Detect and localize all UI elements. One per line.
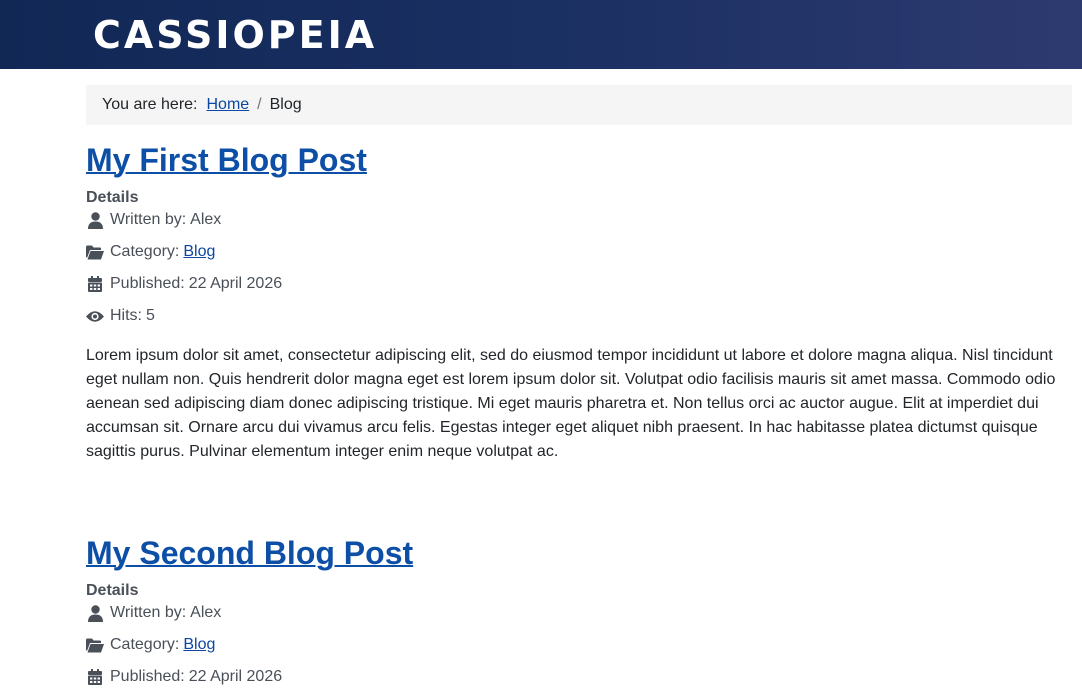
meta-author-value: Alex — [190, 211, 222, 228]
folder-open-icon — [86, 243, 104, 261]
post-meta — [86, 597, 1072, 693]
calendar-icon — [86, 668, 104, 686]
details-label: Details — [86, 582, 139, 599]
meta-author — [86, 597, 1072, 629]
blog-main — [86, 140, 1072, 693]
eye-icon — [86, 307, 104, 325]
meta-published-value: 22 April 2026 — [188, 668, 283, 685]
meta-published — [86, 661, 1072, 693]
folder-open-icon — [86, 636, 104, 654]
meta-author — [86, 204, 1072, 236]
meta-author-value: Alex — [190, 604, 222, 621]
user-icon — [86, 211, 104, 229]
meta-published-value: 22 April 2026 — [188, 275, 283, 292]
post-title-link[interactable]: My First Blog Post — [86, 142, 367, 178]
post-title — [86, 140, 1072, 180]
breadcrumb-home-link[interactable]: Home — [206, 96, 250, 113]
breadcrumb-prefix: You are here: — [102, 96, 198, 113]
details-label: Details — [86, 189, 139, 206]
calendar-icon — [86, 275, 104, 293]
meta-category-link[interactable]: Blog — [183, 636, 216, 653]
meta-category-label: Category: — [110, 243, 180, 260]
meta-author-label: Written by: — [110, 211, 187, 228]
meta-author-label: Written by: — [110, 604, 187, 621]
user-icon — [86, 604, 104, 622]
meta-category — [86, 629, 1072, 661]
site-brand-logo[interactable]: CASSIOPEIA — [93, 13, 378, 57]
meta-category-label: Category: — [110, 636, 180, 653]
meta-published-label: Published: — [110, 275, 185, 292]
breadcrumb-current: Blog — [269, 96, 302, 113]
site-header — [0, 0, 1082, 69]
breadcrumb — [86, 85, 1072, 125]
breadcrumb-separator: / — [257, 96, 262, 113]
blog-post-second — [86, 533, 1072, 693]
meta-category — [86, 236, 1072, 268]
meta-published-label: Published: — [110, 668, 185, 685]
meta-category-link[interactable]: Blog — [183, 243, 216, 260]
meta-hits-value: 5 — [146, 307, 155, 324]
blog-post-first — [86, 140, 1072, 464]
post-title-link[interactable]: My Second Blog Post — [86, 535, 414, 571]
meta-hits — [86, 300, 1072, 332]
post-body: Lorem ipsum dolor sit amet, consectetur adipiscing elit, sed do eiusmod tempor incididunt ut labore et dolore magna aliqua. Nisl tincidunt eget nullam non. Quis hendrerit dolor magna eget est lorem ipsum dolor sit. Volutpat odio facilisis mauris sit amet massa. Commodo odio aenean sed adipiscing diam donec adipiscing tristique. Mi eget mauris pharetra et. Non tellus orci ac auctor augue. Elit at imperdiet dui accumsan sit. Ornare arcu dui vivamus arcu felis. Egestas integer eget aliquet nibh praesent. In hac habitasse platea dictumst quisque sagittis purus. Pulvinar elementum integer enim neque volutpat ac. — [86, 347, 1056, 460]
meta-published — [86, 268, 1072, 300]
meta-hits-label: Hits: — [110, 307, 142, 324]
post-meta — [86, 204, 1072, 332]
post-title — [86, 533, 1072, 573]
